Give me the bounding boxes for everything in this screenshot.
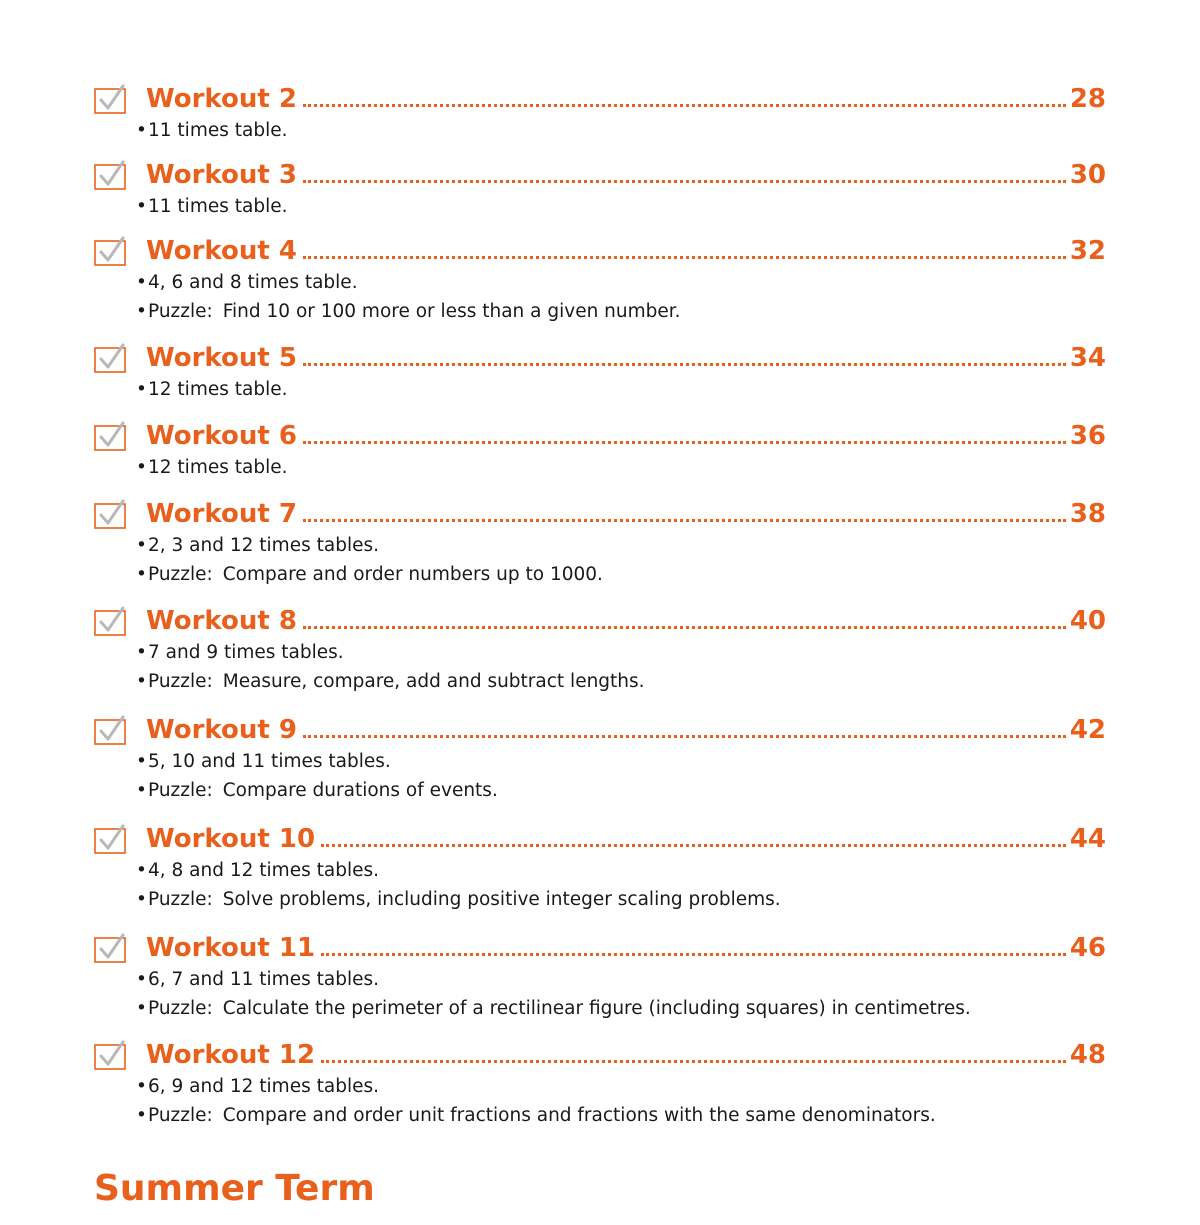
puzzle-label: Puzzle: <box>148 671 213 692</box>
toc-title-row[interactable] <box>146 417 1106 451</box>
bullet-list <box>136 1072 936 1130</box>
bullet-text: 12 times table. <box>148 457 288 478</box>
puzzle-text: Compare and order numbers up to 1000. <box>222 564 603 585</box>
dot-leader <box>303 104 1066 107</box>
workout-title[interactable]: Workout 10 <box>146 824 316 854</box>
dot-leader <box>321 844 1066 847</box>
puzzle-item <box>136 297 681 326</box>
bullet-list <box>136 638 645 696</box>
toc-title-row[interactable] <box>146 156 1106 190</box>
page-number[interactable]: 28 <box>1069 84 1106 114</box>
bullet-text: 7 and 9 times tables. <box>148 642 344 663</box>
bullet-text: 4, 8 and 12 times tables. <box>148 860 379 881</box>
toc-title-row[interactable] <box>146 1036 1106 1070</box>
bullet-text: 4, 6 and 8 times table. <box>148 272 358 293</box>
checkbox-icon[interactable] <box>94 933 124 963</box>
puzzle-text: Compare durations of events. <box>222 780 498 801</box>
toc-title-row[interactable] <box>146 232 1106 266</box>
bullet-item <box>136 747 498 776</box>
bullet-text: 5, 10 and 11 times tables. <box>148 751 391 772</box>
workout-title[interactable]: Workout 4 <box>146 236 297 266</box>
bullet-item <box>136 965 971 994</box>
dot-leader <box>303 256 1066 259</box>
checkbox-icon[interactable] <box>94 606 124 636</box>
bullet-item <box>136 116 287 145</box>
puzzle-item <box>136 776 498 805</box>
bullet-text: 12 times table. <box>148 379 288 400</box>
bullet-symbol: • <box>136 642 147 663</box>
checkbox-icon[interactable] <box>94 421 124 451</box>
bullet-symbol: • <box>136 272 147 293</box>
bullet-item <box>136 856 781 885</box>
bullet-symbol: • <box>136 751 147 772</box>
bullet-text: 6, 7 and 11 times tables. <box>148 969 379 990</box>
dot-leader <box>321 1060 1066 1063</box>
workout-title[interactable]: Workout 6 <box>146 421 297 451</box>
bullet-list <box>136 268 681 326</box>
checkbox-icon[interactable] <box>94 84 124 114</box>
checkbox-icon[interactable] <box>94 236 124 266</box>
dot-leader <box>303 363 1066 366</box>
bullet-symbol: • <box>136 969 147 990</box>
toc-title-row[interactable] <box>146 495 1106 529</box>
bullet-text: 11 times table. <box>148 120 288 141</box>
puzzle-text: Solve problems, including positive integer scaling problems. <box>222 889 781 910</box>
toc-title-row[interactable] <box>146 929 1106 963</box>
bullet-item <box>136 268 681 297</box>
puzzle-label: Puzzle: <box>148 564 213 585</box>
dot-leader <box>321 953 1066 956</box>
bullet-list <box>136 747 498 805</box>
workout-title[interactable]: Workout 9 <box>146 715 297 745</box>
workout-title[interactable]: Workout 7 <box>146 499 297 529</box>
bullet-symbol: • <box>136 457 147 478</box>
bullet-text: 11 times table. <box>148 196 288 217</box>
bullet-symbol: • <box>136 860 147 881</box>
checkbox-icon[interactable] <box>94 343 124 373</box>
bullet-list <box>136 375 287 404</box>
page-number[interactable]: 38 <box>1069 499 1106 529</box>
bullet-symbol: • <box>136 671 147 692</box>
bullet-text: 2, 3 and 12 times tables. <box>148 535 379 556</box>
bullet-symbol: • <box>136 780 147 801</box>
page-number[interactable]: 48 <box>1069 1040 1106 1070</box>
puzzle-item <box>136 667 645 696</box>
bullet-item <box>136 453 287 482</box>
workout-title[interactable]: Workout 11 <box>146 933 316 963</box>
page-number[interactable]: 44 <box>1069 824 1106 854</box>
puzzle-label: Puzzle: <box>148 1105 213 1126</box>
workout-title[interactable]: Workout 12 <box>146 1040 316 1070</box>
checkbox-icon[interactable] <box>94 1040 124 1070</box>
workout-title[interactable]: Workout 3 <box>146 160 297 190</box>
puzzle-label: Puzzle: <box>148 998 213 1019</box>
bullet-item <box>136 192 287 221</box>
page-number[interactable]: 34 <box>1069 343 1106 373</box>
puzzle-text: Calculate the perimeter of a rectilinear figure (including squares) in centimetres. <box>222 998 971 1019</box>
dot-leader <box>303 519 1066 522</box>
workout-title[interactable]: Workout 8 <box>146 606 297 636</box>
bullet-symbol: • <box>136 120 147 141</box>
bullet-list <box>136 453 287 482</box>
bullet-symbol: • <box>136 889 147 910</box>
puzzle-item <box>136 994 971 1023</box>
bullet-symbol: • <box>136 1076 147 1097</box>
page-number[interactable]: 42 <box>1069 715 1106 745</box>
puzzle-item <box>136 885 781 914</box>
puzzle-text: Measure, compare, add and subtract lengths. <box>222 671 645 692</box>
page-number[interactable]: 40 <box>1069 606 1106 636</box>
checkbox-icon[interactable] <box>94 160 124 190</box>
puzzle-label: Puzzle: <box>148 780 213 801</box>
section-heading: Summer Term <box>94 1168 375 1209</box>
puzzle-label: Puzzle: <box>148 301 213 322</box>
bullet-item <box>136 1072 936 1101</box>
puzzle-item <box>136 560 603 589</box>
dot-leader <box>303 735 1066 738</box>
checkbox-icon[interactable] <box>94 715 124 745</box>
bullet-list <box>136 856 781 914</box>
workout-title[interactable]: Workout 5 <box>146 343 297 373</box>
puzzle-text: Compare and order unit fractions and fractions with the same denominators. <box>222 1105 936 1126</box>
toc-title-row[interactable] <box>146 711 1106 745</box>
page-number[interactable]: 36 <box>1069 421 1106 451</box>
bullet-symbol: • <box>136 535 147 556</box>
puzzle-text: Find 10 or 100 more or less than a given number. <box>222 301 681 322</box>
bullet-item <box>136 375 287 404</box>
bullet-symbol: • <box>136 196 147 217</box>
bullet-symbol: • <box>136 998 147 1019</box>
bullet-list <box>136 531 603 589</box>
page-number[interactable]: 32 <box>1069 236 1106 266</box>
bullet-item <box>136 531 603 560</box>
toc-title-row[interactable] <box>146 80 1106 114</box>
bullet-symbol: • <box>136 1105 147 1126</box>
bullet-list <box>136 965 971 1023</box>
dot-leader <box>303 441 1066 444</box>
toc-title-row[interactable] <box>146 602 1106 636</box>
toc-title-row[interactable] <box>146 820 1106 854</box>
puzzle-label: Puzzle: <box>148 889 213 910</box>
page-number[interactable]: 46 <box>1069 933 1106 963</box>
bullet-list <box>136 192 287 221</box>
dot-leader <box>303 626 1066 629</box>
checkbox-icon[interactable] <box>94 499 124 529</box>
toc-title-row[interactable] <box>146 339 1106 373</box>
puzzle-item <box>136 1101 936 1130</box>
workout-title[interactable]: Workout 2 <box>146 84 297 114</box>
bullet-item <box>136 638 645 667</box>
bullet-text: 6, 9 and 12 times tables. <box>148 1076 379 1097</box>
bullet-symbol: • <box>136 564 147 585</box>
bullet-symbol: • <box>136 301 147 322</box>
checkbox-icon[interactable] <box>94 824 124 854</box>
bullet-symbol: • <box>136 379 147 400</box>
bullet-list <box>136 116 287 145</box>
page-number[interactable]: 30 <box>1069 160 1106 190</box>
dot-leader <box>303 180 1066 183</box>
